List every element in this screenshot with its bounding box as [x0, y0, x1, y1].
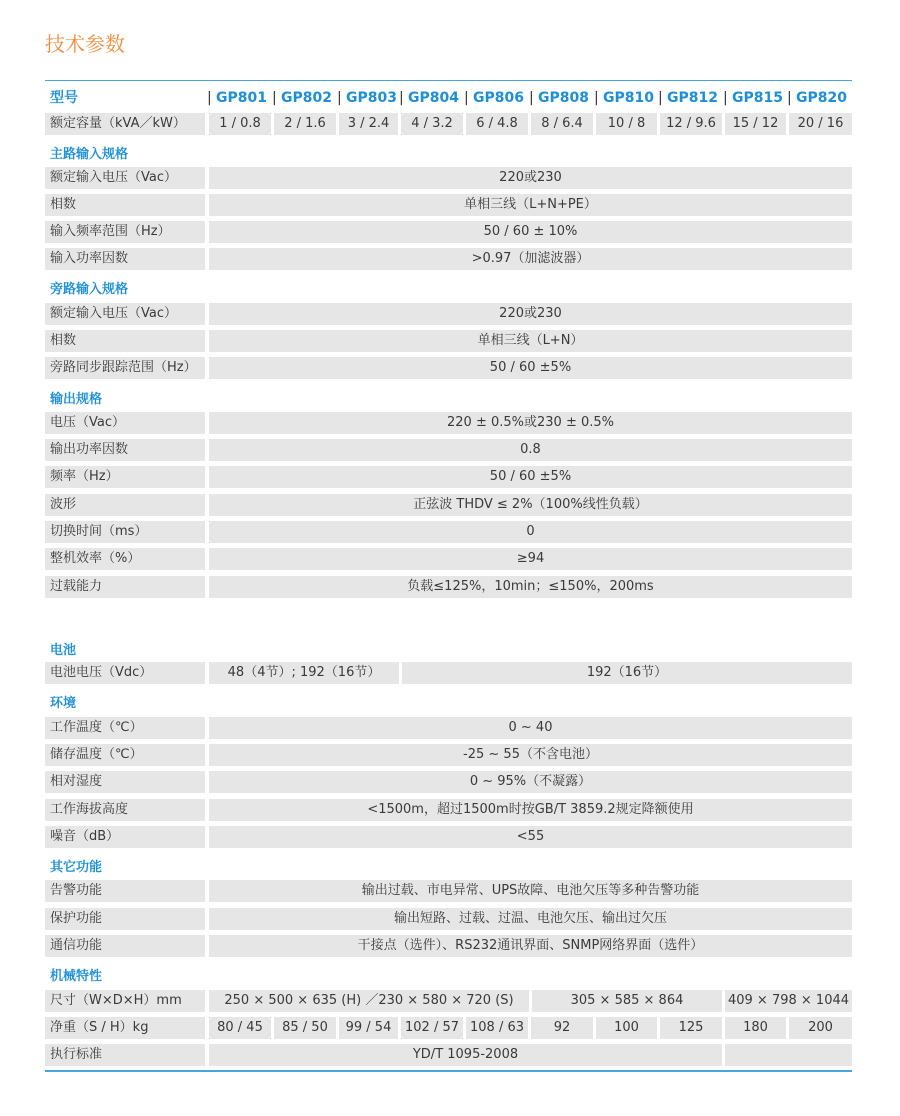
- other-row: [45, 908, 852, 930]
- env-humidity-value: 0 ~ 95%（不凝露）: [209, 771, 852, 793]
- bypass-voltage-value: 220或230: [209, 303, 852, 325]
- model-gp815: | GP815: [725, 88, 790, 108]
- model-header-label: 型号: [50, 90, 78, 106]
- output-voltage-value: 220 ± 0.5%或230 ± 0.5%: [209, 412, 852, 434]
- standard-value: YD/T 1095-2008: [209, 1044, 722, 1066]
- weight-gp810: 100: [596, 1017, 657, 1039]
- battery-section-title: 电池: [50, 643, 77, 658]
- output-voltage-label: 电压（Vac）: [45, 412, 205, 434]
- capacity-row: [45, 113, 852, 135]
- bypass-voltage-label: 额定输入电压（Vac）: [45, 303, 205, 325]
- output-row: [45, 576, 852, 598]
- protection-value: 输出短路、过载、过温、电池欠压、输出过欠压: [209, 908, 852, 930]
- size-large-models: 409 × 798 × 1044: [725, 990, 852, 1012]
- model-gp808: | GP808: [531, 88, 596, 108]
- model-gp812: | GP812: [660, 88, 725, 108]
- environment-row: [45, 717, 852, 739]
- battery-row: [45, 662, 852, 684]
- output-transfer-value: 0: [209, 521, 852, 543]
- output-row: [45, 548, 852, 570]
- capacity-gp820: 20 / 16: [789, 113, 852, 135]
- output-row: [45, 412, 852, 434]
- bypass-phase-label: 相数: [45, 330, 205, 352]
- env-noise-label: 噪音（dB）: [45, 826, 205, 848]
- other-section-title: 其它功能: [50, 860, 103, 875]
- capacity-gp804: 4 / 3.2: [401, 113, 463, 135]
- bypass-sync-value: 50 / 60 ±5%: [209, 357, 852, 379]
- weight-gp806: 108 / 63: [466, 1017, 528, 1039]
- env-work-temp-label: 工作温度（℃）: [45, 717, 205, 739]
- main-input-row: [45, 221, 852, 243]
- main-input-voltage-value: 220或230: [209, 167, 852, 189]
- weight-gp820: 200: [789, 1017, 852, 1039]
- main-input-section-title: 主路输入规格: [50, 147, 129, 162]
- other-row: [45, 935, 852, 957]
- output-overload-label: 过载能力: [45, 576, 205, 598]
- env-storage-temp-value: -25 ~ 55（不含电池）: [209, 744, 852, 766]
- capacity-gp808: 8 / 6.4: [531, 113, 593, 135]
- capacity-gp806: 6 / 4.8: [466, 113, 528, 135]
- model-gp802: | GP802: [274, 88, 339, 108]
- output-pf-label: 输出功率因数: [45, 439, 205, 461]
- capacity-gp810: 10 / 8: [596, 113, 657, 135]
- environment-row: [45, 799, 852, 821]
- size-small-models: 250 × 500 × 635 (H) ／230 × 580 × 720 (S): [209, 990, 529, 1012]
- output-row: [45, 439, 852, 461]
- main-input-frequency-label: 输入频率范围（Hz）: [45, 221, 205, 243]
- bypass-input-row: [45, 357, 852, 379]
- protection-label: 保护功能: [45, 908, 205, 930]
- top-divider: [45, 80, 852, 81]
- communication-value: 干接点（选件）、RS232通讯界面、SNMP网络界面（选件）: [209, 935, 852, 957]
- environment-row: [45, 771, 852, 793]
- size-mid-models: 305 × 585 × 864: [532, 990, 722, 1012]
- standard-row: [45, 1044, 852, 1066]
- main-input-frequency-value: 50 / 60 ± 10%: [209, 221, 852, 243]
- bypass-phase-value: 单相三线（L+N）: [209, 330, 852, 352]
- model-gp804: | GP804: [401, 88, 466, 108]
- weight-gp815: 180: [725, 1017, 786, 1039]
- output-frequency-label: 频率（Hz）: [45, 466, 205, 488]
- battery-voltage-small: 48（4节）; 192（16节）: [209, 662, 399, 684]
- bottom-divider: [45, 1070, 852, 1072]
- model-gp801: | GP801: [209, 88, 274, 108]
- main-input-pf-label: 输入功率因数: [45, 248, 205, 270]
- bypass-input-row: [45, 303, 852, 325]
- env-storage-temp-label: 储存温度（℃）: [45, 744, 205, 766]
- battery-voltage-label: 电池电压（Vdc）: [45, 662, 205, 684]
- main-input-row: [45, 167, 852, 189]
- other-row: [45, 880, 852, 902]
- env-work-temp-value: 0 ~ 40: [209, 717, 852, 739]
- env-altitude-value: <1500m，超过1500m时按GB/T 3859.2规定降额使用: [209, 799, 852, 821]
- capacity-gp815: 15 / 12: [725, 113, 786, 135]
- env-noise-value: <55: [209, 826, 852, 848]
- weight-gp802: 85 / 50: [274, 1017, 336, 1039]
- capacity-label: 额定容量（kVA／kW）: [45, 113, 205, 135]
- main-input-row: [45, 248, 852, 270]
- env-altitude-label: 工作海拔高度: [45, 799, 205, 821]
- main-input-phase-value: 单相三线（L+N+PE）: [209, 194, 852, 216]
- output-row: [45, 466, 852, 488]
- mechanical-section-title: 机械特性: [50, 969, 103, 984]
- battery-voltage-large: 192（16节）: [402, 662, 852, 684]
- model-gp803: | GP803: [339, 88, 404, 108]
- main-input-pf-value: >0.97（加滤波器）: [209, 248, 852, 270]
- environment-section-title: 环境: [50, 696, 77, 711]
- output-row: [45, 494, 852, 516]
- weight-gp804: 102 / 57: [401, 1017, 463, 1039]
- alarm-value: 输出过载、市电异常、UPS故障、电池欠压等多种告警功能: [209, 880, 852, 902]
- model-gp820: | GP820: [789, 88, 854, 108]
- weight-gp812: 125: [660, 1017, 722, 1039]
- capacity-gp801: 1 / 0.8: [209, 113, 271, 135]
- environment-row: [45, 744, 852, 766]
- output-waveform-value: 正弦波 THDV ≤ 2%（100%线性负载）: [209, 494, 852, 516]
- weight-gp808: 92: [531, 1017, 593, 1039]
- weight-row: [45, 1017, 852, 1039]
- output-efficiency-label: 整机效率（%）: [45, 548, 205, 570]
- weight-gp803: 99 / 54: [339, 1017, 398, 1039]
- size-row: [45, 990, 852, 1012]
- communication-label: 通信功能: [45, 935, 205, 957]
- bypass-sync-label: 旁路同步跟踪范围（Hz）: [45, 357, 205, 379]
- output-waveform-label: 波形: [45, 494, 205, 516]
- standard-empty-cell: [725, 1044, 852, 1066]
- output-pf-value: 0.8: [209, 439, 852, 461]
- capacity-gp802: 2 / 1.6: [274, 113, 336, 135]
- model-gp810: | GP810: [596, 88, 661, 108]
- main-input-voltage-label: 额定输入电压（Vac）: [45, 167, 205, 189]
- main-input-row: [45, 194, 852, 216]
- main-input-phase-label: 相数: [45, 194, 205, 216]
- bypass-input-section-title: 旁路输入规格: [50, 282, 129, 297]
- alarm-label: 告警功能: [45, 880, 205, 902]
- output-frequency-value: 50 / 60 ±5%: [209, 466, 852, 488]
- output-overload-value: 负载≤125%，10min；≤150%，200ms: [209, 576, 852, 598]
- env-humidity-label: 相对湿度: [45, 771, 205, 793]
- page-title: 技术参数: [45, 32, 125, 56]
- standard-label: 执行标准: [45, 1044, 205, 1066]
- environment-row: [45, 826, 852, 848]
- output-section-title: 输出规格: [50, 392, 103, 407]
- capacity-gp812: 12 / 9.6: [660, 113, 722, 135]
- weight-gp801: 80 / 45: [209, 1017, 271, 1039]
- model-gp806: | GP806: [466, 88, 531, 108]
- output-efficiency-value: ≥94: [209, 548, 852, 570]
- output-row: [45, 521, 852, 543]
- bypass-input-row: [45, 330, 852, 352]
- weight-label: 净重（S / H）kg: [45, 1017, 205, 1039]
- output-transfer-label: 切换时间（ms）: [45, 521, 205, 543]
- capacity-gp803: 3 / 2.4: [339, 113, 398, 135]
- size-label: 尺寸（W×D×H）mm: [45, 990, 205, 1012]
